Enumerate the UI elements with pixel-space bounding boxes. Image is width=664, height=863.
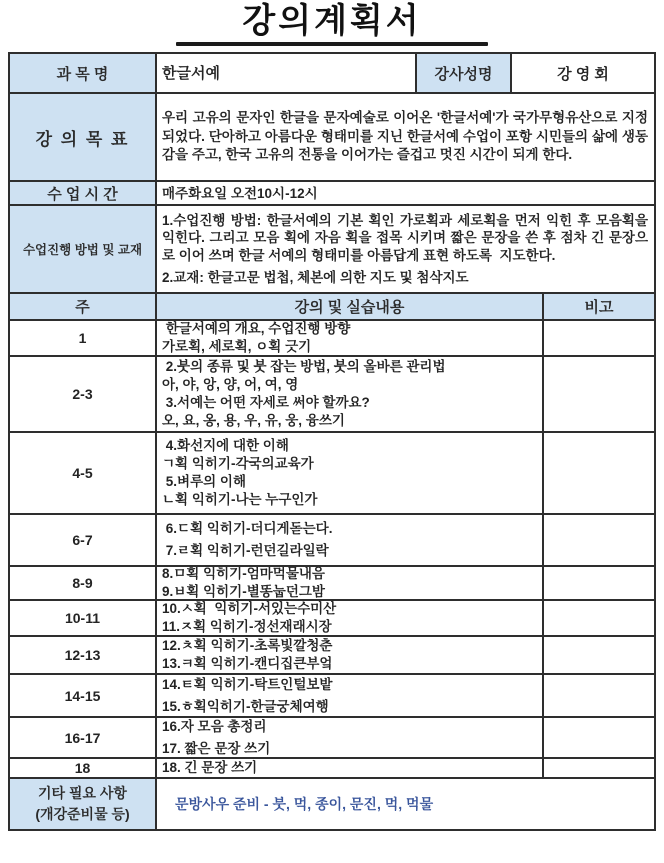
- week-number: 12-13: [64, 647, 101, 664]
- note-column-header: 비고: [542, 294, 654, 319]
- note-cell: [542, 718, 654, 757]
- footer-value: 문방사우 준비 - 붓, 먹, 종이, 문진, 먹, 먹물: [155, 779, 654, 829]
- schedule-row-week-1: [10, 319, 654, 355]
- content-line: 6.ㄷ획 익히기-더디게돋는다.: [162, 521, 333, 537]
- schedule-row-week-8-9: [10, 565, 654, 599]
- week-number: 18: [74, 760, 91, 777]
- week-number: 1: [78, 330, 87, 347]
- instructor-label: 강사성명: [415, 54, 510, 92]
- method-paragraph: 1.수업진행 방법: 한글서예의 기본 획인 가로획과 세로획을 먼저 익힌 후 모음획을 익힌다. 그리고 모음 획에 자음 획을 접목 시키며 짧은 문장을 쓴 후 점차 긴 문장으로 이어 쓰며 한글 서예의 형태미를 아름답게 표현 하도록 지도한다.: [162, 212, 652, 264]
- content-line: 18. 긴 문장 쓰기: [162, 760, 258, 776]
- footer-row: [10, 777, 654, 829]
- instructor-value: 강 영 회: [510, 54, 654, 92]
- goal-label: 강 의 목 표: [10, 94, 155, 180]
- method-row: [10, 204, 654, 292]
- content-line: 3.서예는 어떤 자세로 써야 할까요?: [162, 395, 370, 411]
- time-label: 수 업 시 간: [10, 182, 155, 204]
- week-number: 14-15: [64, 687, 101, 704]
- week-number: 2-3: [72, 386, 93, 403]
- week-content: [155, 718, 542, 757]
- content-line: 오, 요, 옹, 용, 우, 유, 웅, 융쓰기: [162, 413, 345, 429]
- week-number: 4-5: [72, 465, 93, 482]
- content-line: 12.ㅊ획 익히기-초록빛깔청춘: [162, 638, 333, 654]
- time-value: 매주화요일 오전10시-12시: [162, 185, 318, 201]
- content-line: 9.ㅂ획 익히기-별똥눕던그밤: [162, 584, 325, 600]
- subject-value-cell: [155, 54, 415, 92]
- content-line: 가로획, 세로획, ㅇ획 긋기: [162, 339, 312, 355]
- week-content: [155, 601, 542, 635]
- week-content: [155, 567, 542, 599]
- page-title: 강의계획서: [242, 2, 422, 40]
- week-column-header: 주: [10, 294, 155, 319]
- content-line: 7.ㄹ획 익히기-런던길라일락: [162, 543, 329, 559]
- lecture-plan-table: [8, 52, 656, 831]
- schedule-row-week-6-7: [10, 513, 654, 565]
- content-line: ㄴ획 익히기-나는 누구인가: [162, 492, 318, 508]
- method-materials: 2.교재: 한글고문 법첩, 체본에 의한 지도 및 첨삭지도: [162, 269, 469, 285]
- content-line: 아, 야, 앙, 양, 어, 여, 영: [162, 377, 299, 393]
- subject-label: 과 목 명: [10, 54, 155, 92]
- footer-label: [10, 779, 155, 829]
- content-column-header: 강의 및 실습내용: [155, 294, 542, 319]
- note-cell: [542, 515, 654, 565]
- time-row: [10, 180, 654, 204]
- content-line: 한글서예의 개요, 수업진행 방향: [162, 321, 351, 337]
- week-content: [155, 759, 542, 777]
- schedule-header-row: [10, 292, 654, 319]
- content-line: 17. 짧은 문장 쓰기: [162, 740, 271, 756]
- week-number: 6-7: [72, 532, 93, 549]
- note-cell: [542, 567, 654, 599]
- footer-label-line2: (개강준비물 등): [35, 806, 130, 823]
- schedule-row-week-10-11: [10, 599, 654, 635]
- content-line: 10.ㅅ획 익히기-서있는수미산: [162, 601, 337, 617]
- note-cell: [542, 321, 654, 355]
- content-line: 2.붓의 종류 및 붓 잡는 방법, 붓의 올바른 관리법: [162, 359, 446, 375]
- note-cell: [542, 675, 654, 716]
- method-label: 수업진행 방법 및 교재: [10, 206, 155, 292]
- footer-label-line1: 기타 필요 사항: [38, 785, 127, 802]
- content-line: 14.ㅌ획 익히기-탁트인털보밭: [162, 676, 333, 692]
- schedule-row-week-2-3: [10, 355, 654, 431]
- week-number: 8-9: [72, 575, 93, 592]
- goal-text: 우리 고유의 문자인 한글을 문자예술로 이어온 '한글서예'가 국가무형유산으로 지정되었다. 단아하고 아름다운 형태미를 지닌 한글서예 수업이 포항 시민들의 삶에 생동감을 주고, 한국 고유의 전통을 이어가는 즐겁고 멋진 시간이 되게 한다.: [162, 110, 648, 163]
- note-cell: [542, 759, 654, 777]
- week-content: [155, 515, 542, 565]
- week-content: [155, 637, 542, 673]
- subject-row: [10, 54, 654, 92]
- content-line: ㄱ획 익히기-각국의교육가: [162, 456, 314, 472]
- note-cell: [542, 601, 654, 635]
- content-line: 16.자 모음 총정리: [162, 718, 267, 734]
- week-content: [155, 357, 542, 431]
- content-line: 11.ㅈ획 익히기-정선재래시장: [162, 619, 332, 635]
- week-content: [155, 675, 542, 716]
- week-content: [155, 321, 542, 355]
- schedule-row-week-4-5: [10, 431, 654, 513]
- schedule-row-week-18: [10, 757, 654, 777]
- content-line: 4.화선지에 대한 이해: [162, 438, 289, 454]
- content-line: 15.ㅎ획익히기-한글궁체여행: [162, 698, 329, 714]
- week-content: [155, 433, 542, 513]
- schedule-row-week-12-13: [10, 635, 654, 673]
- schedule-row-week-14-15: [10, 673, 654, 716]
- content-line: 13.ㅋ획 익히기-캔디집큰부엌: [162, 656, 333, 672]
- goal-row: [10, 92, 654, 180]
- note-cell: [542, 637, 654, 673]
- note-cell: [542, 357, 654, 431]
- content-line: 8.ㅁ획 익히기-엄마먹물내음: [162, 567, 325, 582]
- schedule-row-week-16-17: [10, 716, 654, 757]
- title-underline: [176, 42, 488, 46]
- note-cell: [542, 433, 654, 513]
- week-number: 10-11: [64, 610, 101, 627]
- week-number: 16-17: [64, 729, 101, 746]
- content-line: 5.벼루의 이해: [162, 474, 246, 490]
- subject-value: 한글서예: [162, 64, 220, 82]
